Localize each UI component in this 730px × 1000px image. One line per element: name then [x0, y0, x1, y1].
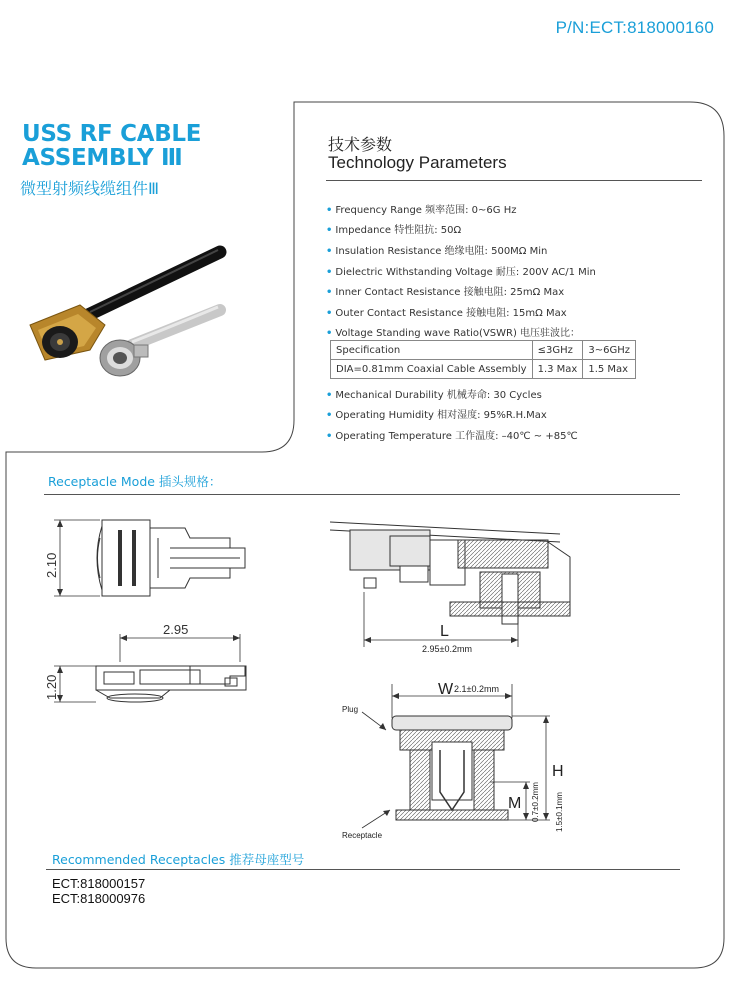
recommended-section-title: Recommended Receptacles 推荐母座型号: [52, 852, 305, 867]
part-number: P/N:ECT:818000160: [555, 18, 714, 37]
top-view-drawing: [40, 508, 260, 608]
param-frequency: • Frequency Range 频率范围: 0~6G Hz: [326, 205, 517, 216]
vswr-header-spec: Specification: [331, 341, 533, 360]
vswr-header-6ghz: 3~6GHz: [583, 341, 636, 360]
param-humidity: • Operating Humidity 相对湿度: 95%R.H.Max: [326, 410, 547, 421]
vswr-table: [330, 340, 636, 379]
product-subtitle: 微型射频线缆组件Ⅲ: [20, 179, 160, 198]
receptacle-divider: [44, 494, 680, 495]
product-title-line1: USS RF CABLE: [22, 121, 202, 147]
dim-W-label: W: [438, 681, 454, 698]
dim-W-value: 2.1±0.2mm: [454, 684, 499, 694]
param-temperature: • Operating Temperature 工作温度: –40℃ ~ +85℃: [326, 431, 578, 442]
tech-title-cn: 技术参数: [328, 135, 393, 154]
dim-top-height: 2.10: [44, 552, 59, 578]
dim-H-value: 1.5±0.1mm: [555, 792, 564, 832]
dim-H-label: H: [552, 763, 564, 780]
product-photo: [20, 230, 230, 400]
param-vswr: • Voltage Standing wave Ratio(VSWR) 电压驻波比：: [326, 328, 581, 339]
dim-M-label: M: [508, 795, 522, 812]
tech-divider: [326, 180, 702, 181]
tech-title-en: Technology Parameters: [328, 153, 507, 172]
list-item: ECT:818000976: [52, 891, 146, 906]
dim-M-value: 0.7±0.2mm: [531, 782, 540, 822]
receptacle-label: Receptacle: [342, 831, 383, 840]
plug-label: Plug: [342, 705, 359, 714]
product-title: [22, 122, 201, 170]
param-inner-contact: • Inner Contact Resistance 接触电阻: 25mΩ Max: [326, 287, 565, 298]
recommended-divider: [46, 869, 680, 870]
table-row: [331, 360, 636, 379]
product-title-line2: ASSEMBLY Ⅲ: [22, 145, 183, 171]
param-insulation: • Insulation Resistance 绝缘电阻: 500MΩ Min: [326, 246, 548, 257]
param-dielectric: • Dielectric Withstanding Voltage 耐压: 200V AC/1 Min: [326, 267, 596, 278]
vswr-cell-spec: DIA=0.81mm Coaxial Cable Assembly: [331, 360, 533, 379]
vswr-cell-3ghz: 1.3 Max: [532, 360, 583, 379]
dim-L-value: 2.95±0.2mm: [422, 644, 472, 654]
param-durability: • Mechanical Durability 机械寿命: 30 Cycles: [326, 390, 542, 401]
dim-L-label: L: [440, 623, 449, 640]
param-outer-contact: • Outer Contact Resistance 接触电阻: 15mΩ Max: [326, 308, 567, 319]
side-view-drawing: [40, 620, 260, 710]
param-impedance: • Impedance 特性阻抗: 50Ω: [326, 225, 462, 236]
vswr-header-3ghz: ≤3GHz: [532, 341, 583, 360]
cross-section-L: [330, 512, 580, 662]
receptacle-section-title: Receptacle Mode 插头规格：: [48, 474, 222, 489]
table-row: [331, 341, 636, 360]
dim-side-width: 2.95: [163, 622, 189, 637]
cross-section-WHM: [340, 672, 580, 847]
dim-side-height: 1.20: [44, 674, 59, 700]
vswr-cell-6ghz: 1.5 Max: [583, 360, 636, 379]
list-item: ECT:818000157: [52, 876, 146, 891]
